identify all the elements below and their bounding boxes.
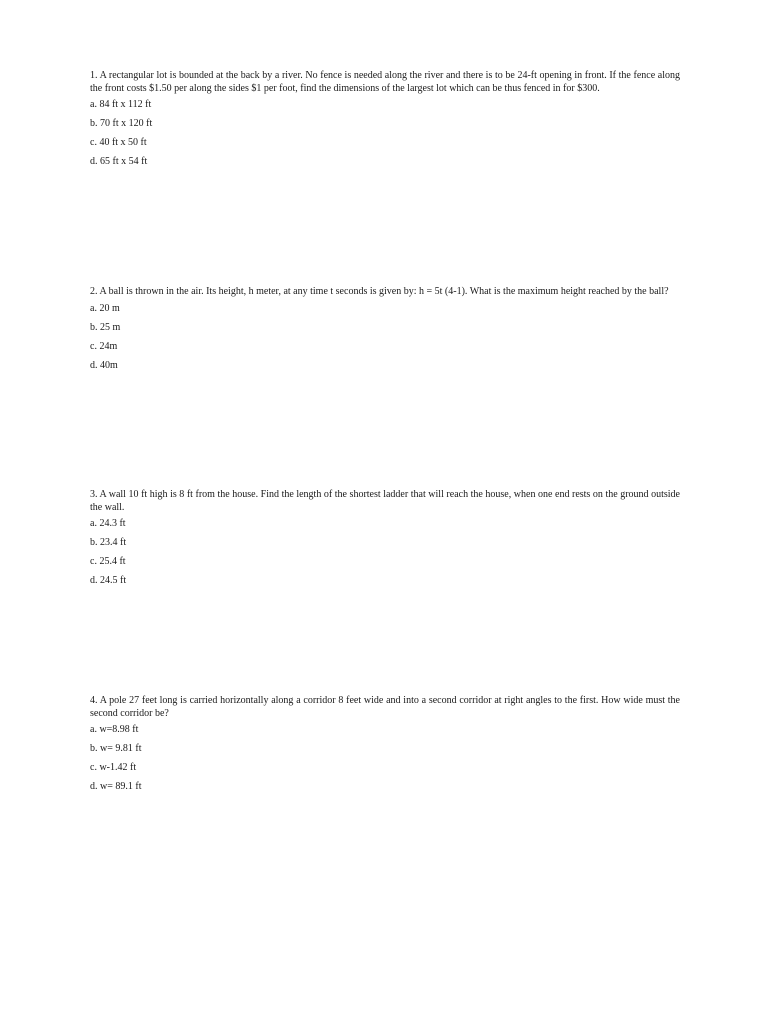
- answer-option-c: c. w-1.42 ft: [90, 762, 137, 773]
- answer-option-c: c. 25.4 ft: [90, 556, 126, 567]
- answer-option-d: d. w= 89.1 ft: [90, 781, 142, 792]
- answer-options: [90, 724, 680, 793]
- question-2: [90, 286, 680, 379]
- answer-option-d: d. 24.5 ft: [90, 575, 127, 586]
- answer-options: [90, 518, 680, 587]
- answer-options: [90, 99, 680, 168]
- question-stem: 1. A rectangular lot is bounded at the back by a river. No fence is needed along the river and there is to be 24-ft opening in front. If the fence along the front costs $1.50 per along the sides $1 per foot, find the dimensions of the largest lot which can be thus fenced in for $300.: [90, 70, 680, 94]
- question-1: [90, 70, 680, 175]
- question-stem: 4. A pole 27 feet long is carried horizontally along a corridor 8 feet wide and into a second corridor at right angles to the first. How wide must the second corridor be?: [90, 695, 680, 719]
- answer-option-c: c. 40 ft x 50 ft: [90, 137, 147, 148]
- answer-options: [90, 303, 680, 372]
- answer-option-a: a. 84 ft x 112 ft: [90, 99, 152, 110]
- answer-option-a: a. 24.3 ft: [90, 518, 126, 529]
- answer-option-a: a. 20 m: [90, 302, 120, 314]
- answer-option-b: b. 70 ft x 120 ft: [90, 118, 153, 129]
- answer-option-d: d. 65 ft x 54 ft: [90, 156, 148, 167]
- question-3: [90, 489, 680, 594]
- question-stem: 2. A ball is thrown in the air. Its height, h meter, at any time t seconds is given by: h = 5t (4-1). What is the maximum height reached by the ball?: [90, 286, 669, 297]
- answer-option-b: b. 25 m: [90, 321, 121, 333]
- answer-option-d: d. 40m: [90, 359, 118, 371]
- answer-option-a: a. w=8.98 ft: [90, 724, 139, 735]
- question-stem: 3. A wall 10 ft high is 8 ft from the house. Find the length of the shortest ladder that will reach the house, when one end rests on the ground outside the wall.: [90, 489, 680, 513]
- question-4: [90, 695, 680, 800]
- answer-option-b: b. 23.4 ft: [90, 537, 127, 548]
- answer-option-b: b. w= 9.81 ft: [90, 743, 142, 754]
- answer-option-c: c. 24m: [90, 340, 118, 352]
